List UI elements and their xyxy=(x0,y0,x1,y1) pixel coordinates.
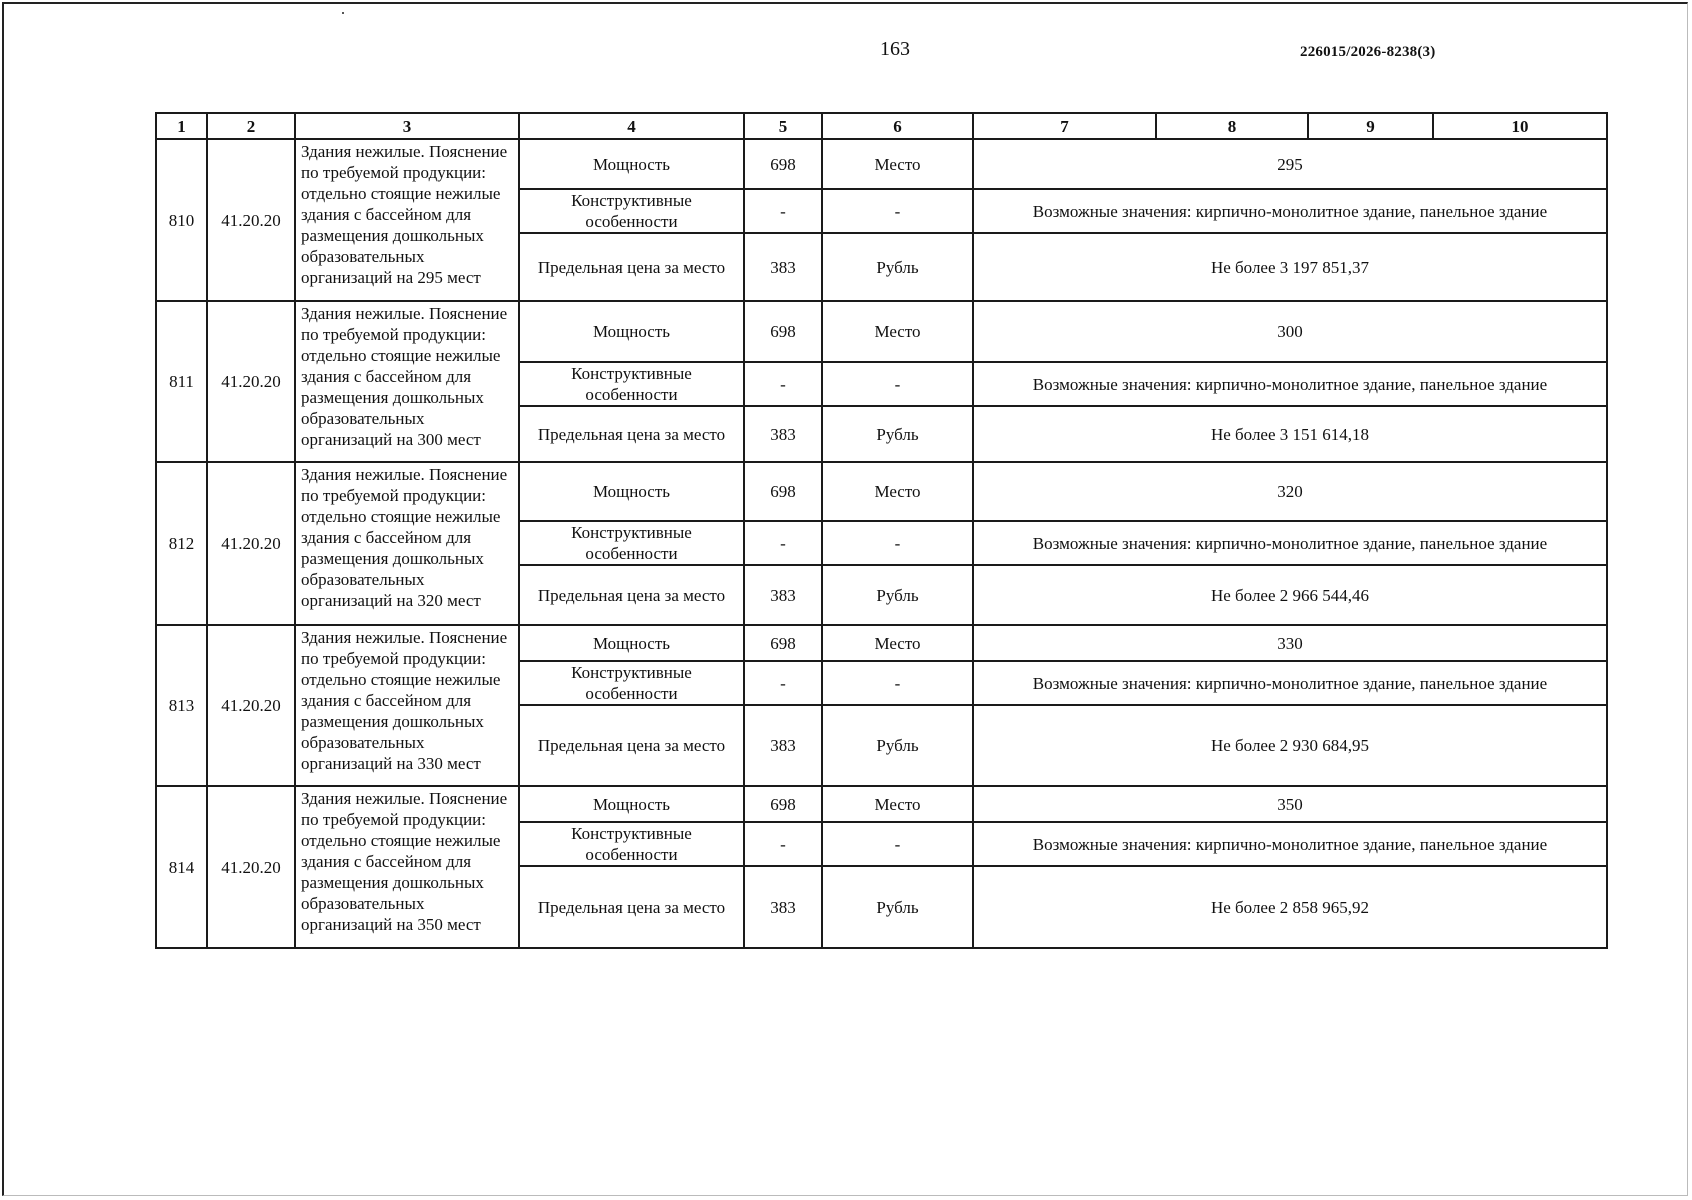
unit-of-measure: Место xyxy=(822,625,973,661)
characteristic-value: Возможные значения: кирпично-монолитное здание, панельное здание xyxy=(973,362,1607,406)
characteristic-value: Возможные значения: кирпично-монолитное здание, панельное здание xyxy=(973,521,1607,565)
characteristic-name: Предельная цена за место xyxy=(519,233,744,301)
item-description: Здания нежилые. Пояснение по требуемой продукции: отдельно стоящие нежилые здания с бассейном для размещения дошкольных образовательных организаций на 330 мест xyxy=(295,625,519,786)
table-row xyxy=(156,139,1607,189)
scan-speck xyxy=(342,12,344,14)
okei-code: 698 xyxy=(744,625,822,661)
okei-code: - xyxy=(744,661,822,705)
characteristic-name: Предельная цена за место xyxy=(519,406,744,462)
item-description: Здания нежилые. Пояснение по требуемой продукции: отдельно стоящие нежилые здания с бассейном для размещения дошкольных образовательных организаций на 300 мест xyxy=(295,301,519,462)
okpd-code: 41.20.20 xyxy=(207,301,295,462)
okpd-code: 41.20.20 xyxy=(207,462,295,625)
characteristic-value: 330 xyxy=(973,625,1607,661)
okei-code: 383 xyxy=(744,565,822,625)
characteristic-name: Предельная цена за место xyxy=(519,866,744,948)
table-row xyxy=(156,462,1607,521)
characteristic-value: 320 xyxy=(973,462,1607,521)
header-row xyxy=(156,113,1607,139)
characteristic-value: 350 xyxy=(973,786,1607,822)
okei-code: 698 xyxy=(744,462,822,521)
characteristic-name: Конструктивные особенности xyxy=(519,362,744,406)
characteristic-value: Возможные значения: кирпично-монолитное здание, панельное здание xyxy=(973,189,1607,233)
unit-of-measure: Рубль xyxy=(822,565,973,625)
row-number: 814 xyxy=(156,786,207,948)
column-header-1: 1 xyxy=(156,113,207,139)
document-id: 226015/2026-8238(3) xyxy=(1300,44,1436,60)
characteristic-value: Не более 2 858 965,92 xyxy=(973,866,1607,948)
unit-of-measure: Рубль xyxy=(822,406,973,462)
column-header-3: 3 xyxy=(295,113,519,139)
characteristic-value: 295 xyxy=(973,139,1607,189)
column-header-4: 4 xyxy=(519,113,744,139)
page-number: 163 xyxy=(880,38,910,60)
item-description: Здания нежилые. Пояснение по требуемой продукции: отдельно стоящие нежилые здания с бассейном для размещения дошкольных образовательных организаций на 350 мест xyxy=(295,786,519,948)
unit-of-measure: - xyxy=(822,521,973,565)
unit-of-measure: Рубль xyxy=(822,866,973,948)
characteristic-value: Не более 3 151 614,18 xyxy=(973,406,1607,462)
characteristic-name: Мощность xyxy=(519,139,744,189)
row-number: 810 xyxy=(156,139,207,301)
characteristic-name: Предельная цена за место xyxy=(519,705,744,786)
characteristic-value: Возможные значения: кирпично-монолитное здание, панельное здание xyxy=(973,661,1607,705)
column-header-5: 5 xyxy=(744,113,822,139)
okpd-code: 41.20.20 xyxy=(207,139,295,301)
characteristic-name: Мощность xyxy=(519,301,744,362)
okei-code: 383 xyxy=(744,233,822,301)
unit-of-measure: Место xyxy=(822,301,973,362)
unit-of-measure: Место xyxy=(822,462,973,521)
unit-of-measure: - xyxy=(822,661,973,705)
column-header-6: 6 xyxy=(822,113,973,139)
characteristic-name: Предельная цена за место xyxy=(519,565,744,625)
characteristic-value: Возможные значения: кирпично-монолитное здание, панельное здание xyxy=(973,822,1607,866)
okei-code: 698 xyxy=(744,786,822,822)
characteristic-name: Мощность xyxy=(519,786,744,822)
okei-code: 698 xyxy=(744,301,822,362)
okei-code: - xyxy=(744,822,822,866)
row-number: 812 xyxy=(156,462,207,625)
okei-code: 383 xyxy=(744,705,822,786)
procurement-table xyxy=(155,112,1608,949)
characteristic-name: Конструктивные особенности xyxy=(519,661,744,705)
okei-code: - xyxy=(744,521,822,565)
characteristic-name: Конструктивные особенности xyxy=(519,189,744,233)
okpd-code: 41.20.20 xyxy=(207,786,295,948)
characteristic-value: Не более 3 197 851,37 xyxy=(973,233,1607,301)
unit-of-measure: Рубль xyxy=(822,705,973,786)
table-row xyxy=(156,786,1607,822)
unit-of-measure: Рубль xyxy=(822,233,973,301)
table-body xyxy=(156,113,1607,948)
unit-of-measure: - xyxy=(822,189,973,233)
column-header-10: 10 xyxy=(1433,113,1607,139)
characteristic-value: 300 xyxy=(973,301,1607,362)
okei-code: 383 xyxy=(744,406,822,462)
row-number: 813 xyxy=(156,625,207,786)
column-header-8: 8 xyxy=(1156,113,1308,139)
characteristic-name: Конструктивные особенности xyxy=(519,822,744,866)
characteristic-name: Конструктивные особенности xyxy=(519,521,744,565)
item-description: Здания нежилые. Пояснение по требуемой продукции: отдельно стоящие нежилые здания с бассейном для размещения дошкольных образовательных организаций на 320 мест xyxy=(295,462,519,625)
characteristic-name: Мощность xyxy=(519,462,744,521)
okei-code: - xyxy=(744,362,822,406)
table-row xyxy=(156,625,1607,661)
unit-of-measure: Место xyxy=(822,139,973,189)
column-header-7: 7 xyxy=(973,113,1156,139)
unit-of-measure: Место xyxy=(822,786,973,822)
okei-code: 698 xyxy=(744,139,822,189)
okei-code: - xyxy=(744,189,822,233)
table-row xyxy=(156,301,1607,362)
row-number: 811 xyxy=(156,301,207,462)
characteristic-value: Не более 2 930 684,95 xyxy=(973,705,1607,786)
column-header-2: 2 xyxy=(207,113,295,139)
column-header-9: 9 xyxy=(1308,113,1433,139)
characteristic-value: Не более 2 966 544,46 xyxy=(973,565,1607,625)
item-description: Здания нежилые. Пояснение по требуемой продукции: отдельно стоящие нежилые здания с бассейном для размещения дошкольных образовательных организаций на 295 мест xyxy=(295,139,519,301)
okpd-code: 41.20.20 xyxy=(207,625,295,786)
unit-of-measure: - xyxy=(822,362,973,406)
unit-of-measure: - xyxy=(822,822,973,866)
characteristic-name: Мощность xyxy=(519,625,744,661)
okei-code: 383 xyxy=(744,866,822,948)
